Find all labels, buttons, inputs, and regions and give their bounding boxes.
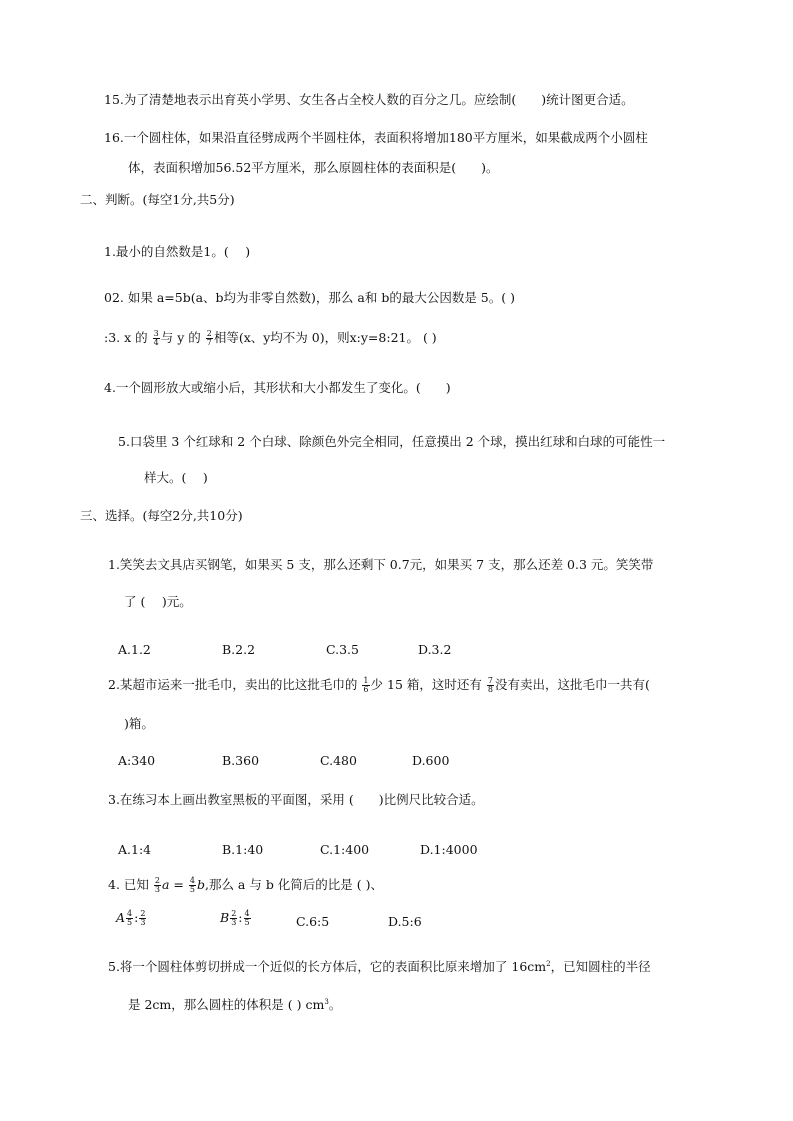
equals-sign: = <box>169 877 188 892</box>
choice-4-text-a: 4. 已知 <box>108 877 149 892</box>
fraction-4-5: $\frac{4}{5}$ <box>189 876 195 894</box>
choice-2-line1 <box>108 677 650 694</box>
choice-5-text-a: 5.将一个圆柱体剪切拼成一个近似的长方体后，它的表面积比原来增加了 16cm <box>108 959 547 975</box>
fraction-2-3: $\frac{2}{3}$ <box>231 909 237 927</box>
choice-5-text-d: 。 <box>328 997 342 1013</box>
option-letter-a: A <box>116 910 126 925</box>
choice-2-option-d[interactable]: D.600 <box>412 753 450 768</box>
choice-1-option-a[interactable]: A.1.2 <box>118 642 151 657</box>
choice-4-option-b[interactable] <box>220 910 252 927</box>
fraction-2-3: $\frac{2}{3}$ <box>154 876 160 894</box>
judge-3 <box>104 330 437 347</box>
judge-3-text-c: 相等(x、y均不为 0)，则x:y=8:21。 ( ) <box>213 330 437 345</box>
choice-4-option-d[interactable]: D.5:6 <box>388 914 422 929</box>
choice-1-option-d[interactable]: D.3.2 <box>418 642 452 657</box>
choice-2-text-c: 没有卖出，这批毛巾一共有( <box>494 677 650 692</box>
choice-2-line2: )箱。 <box>124 716 154 731</box>
variable-a: a <box>161 877 170 892</box>
choice-4-text-b: ,那么 a 与 b 化简后的比是 ( )、 <box>204 877 383 892</box>
superscript-3: 3 <box>324 998 329 1006</box>
choice-1-line1: 1.笑笑去文具店买钢笔，如果买 5 支，那么还剩下 0.7元，如果买 7 支，那么还差 0.3 元。笑笑带 <box>108 557 654 572</box>
fraction-2-7: $\frac{2}{7}$ <box>206 329 212 347</box>
variable-b: b <box>196 877 205 892</box>
superscript-2: 2 <box>546 960 551 968</box>
choice-2-text-a: 2.某超市运来一批毛巾，卖出的比这批毛巾的 <box>108 677 358 692</box>
choice-3: 3.在练习本上画出教室黑板的平面图，采用 ( )比例尺比较合适。 <box>108 792 484 807</box>
choice-5-line1 <box>108 956 651 975</box>
choice-1-line2: 了 ( )元。 <box>124 594 192 609</box>
judge-3-text-b: 与 y 的 <box>160 330 201 345</box>
choice-2-option-b[interactable]: B.360 <box>222 753 260 768</box>
fraction-7-8: $\frac{7}{8}$ <box>487 676 493 694</box>
choice-2-option-a[interactable]: A:340 <box>118 753 156 768</box>
choice-5-text-c: 是 2cm，那么圆柱的体积是 ( ) cm <box>128 997 325 1013</box>
choice-3-option-d[interactable]: D.1:4000 <box>420 842 478 857</box>
choice-2-option-c[interactable]: C.480 <box>320 753 357 768</box>
option-letter-b: B <box>220 910 230 925</box>
judge-4: 4.一个圆形放大或缩小后，其形状和大小都发生了变化。( ) <box>104 380 451 395</box>
choice-3-option-c[interactable]: C.1:400 <box>320 842 370 857</box>
choice-3-option-a[interactable]: A.1:4 <box>118 842 152 857</box>
choice-3-option-b[interactable]: B.1:40 <box>222 842 264 857</box>
judge-3-text-a: :3. x 的 <box>104 330 148 345</box>
question-16-line2: 体，表面积增加56.52平方厘米，那么原圆柱体的表面积是( )。 <box>128 160 499 175</box>
judge-1: 1.最小的自然数是1。( ) <box>104 244 251 259</box>
question-15: 15.为了清楚地表示出育英小学男、女生各占全校人数的百分之几。应绘制( )统计图更合适。 <box>104 92 634 107</box>
ratio-colon: : <box>134 910 139 925</box>
ratio-colon: : <box>238 910 243 925</box>
choice-2-text-b: 少 15 箱，这时还有 <box>370 677 482 692</box>
choice-1-option-b[interactable]: B.2.2 <box>222 642 256 657</box>
choice-5-text-b: ，已知圆柱的半径 <box>550 959 651 975</box>
fraction-2-3: $\frac{2}{3}$ <box>140 909 146 927</box>
fraction-1-6: $\frac{1}{6}$ <box>363 676 369 694</box>
judge-5-line2: 样大。( ) <box>144 470 208 485</box>
question-16-line1: 16.一个圆柱体，如果沿直径劈成两个半圆柱体，表面积将增加180平方厘米，如果截成两个小圆柱 <box>104 130 648 145</box>
section-3-heading: 三、选择。(每空2分,共10分) <box>80 508 243 523</box>
fraction-3-4: $\frac{3}{4}$ <box>153 329 159 347</box>
choice-4 <box>108 877 383 894</box>
section-2-heading: 二、判断。(每空1分,共5分) <box>80 192 235 207</box>
fraction-4-5: $\frac{4}{5}$ <box>244 909 250 927</box>
fraction-4-5: $\frac{4}{5}$ <box>127 909 133 927</box>
choice-5-line2 <box>128 994 341 1013</box>
judge-2: 02. 如果 a=5b(a、b均为非零自然数)，那么 a和 b的最大公因数是 5。( ) <box>104 290 515 305</box>
choice-1-option-c[interactable]: C.3.5 <box>326 642 359 657</box>
choice-4-option-c[interactable]: C.6:5 <box>296 914 330 929</box>
choice-4-option-a[interactable] <box>116 910 147 927</box>
judge-5-line1: 5.口袋里 3 个红球和 2 个白球、除颜色外完全相同，任意摸出 2 个球，摸出红球和白球的可能性一 <box>118 434 666 449</box>
